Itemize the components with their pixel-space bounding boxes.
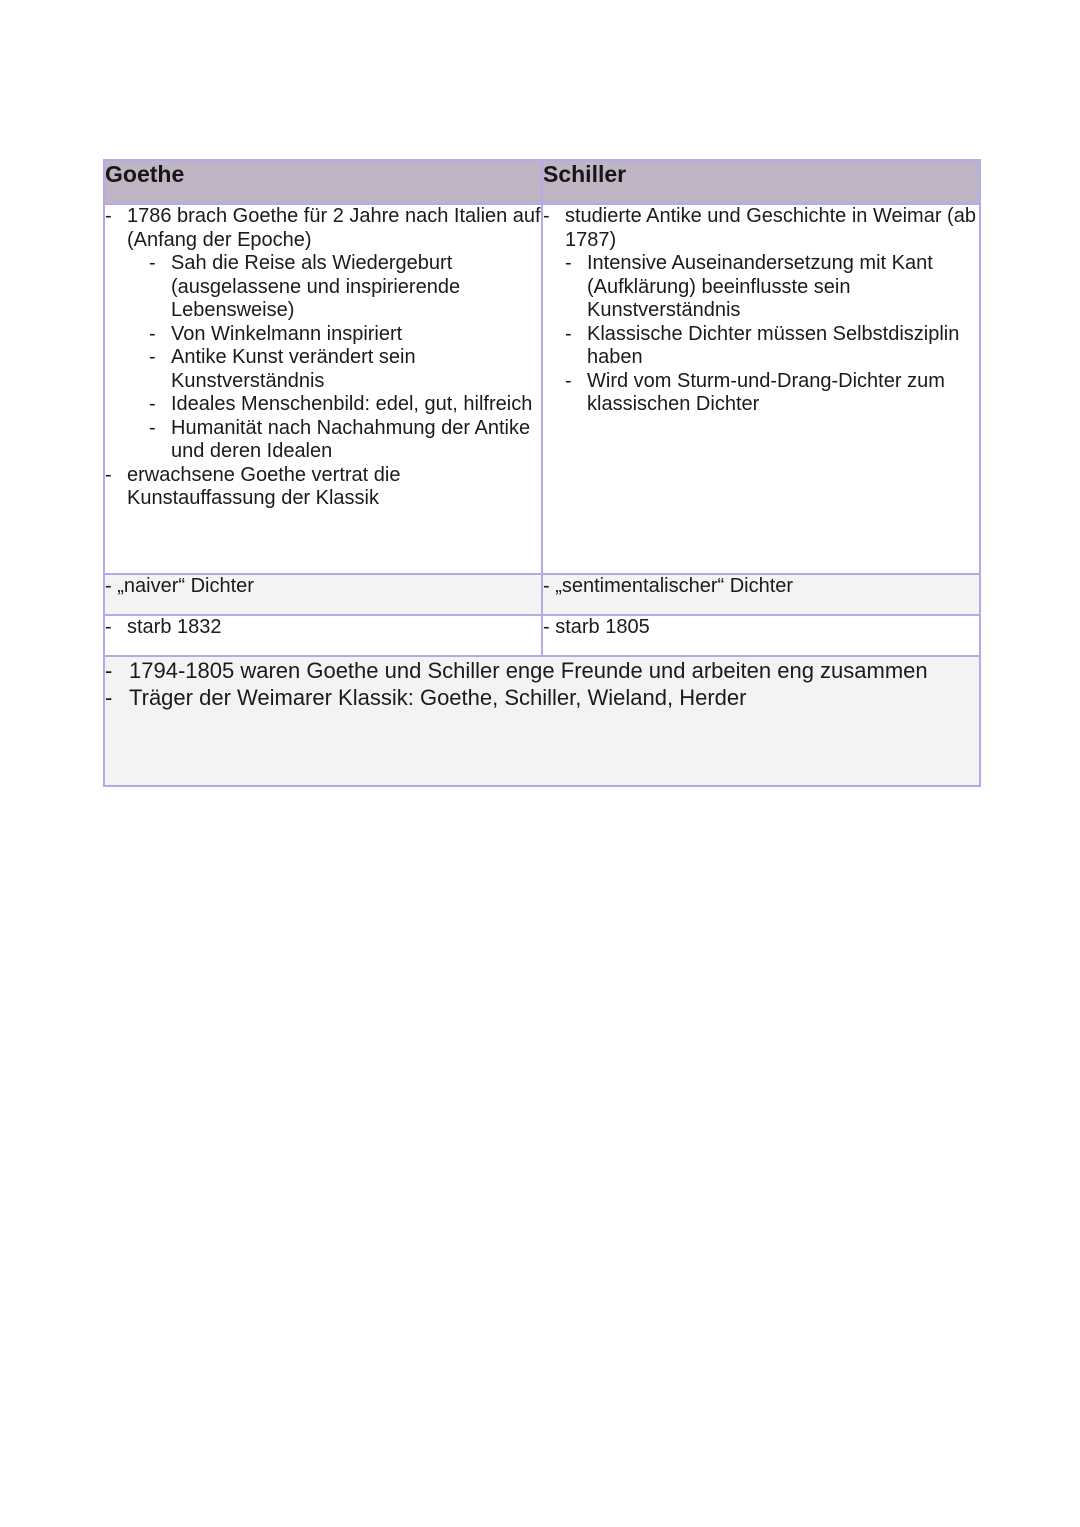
list-item: - Antike Kunst verändert sein Kunstverständnis: [149, 346, 541, 393]
footer-row: [104, 656, 980, 786]
list-item: - Träger der Weimarer Klassik: Goethe, Schiller, Wieland, Herder: [105, 684, 979, 711]
goethe-death-text: starb 1832: [127, 616, 222, 638]
header-row: [104, 160, 980, 204]
schiller-bullet-1: studierte Antike und Geschichte in Weimar (ab 1787): [565, 205, 976, 251]
goethe-poet-type: - „naiver“ Dichter: [104, 574, 542, 615]
schiller-cell: [542, 204, 980, 574]
list-item: - Wird vom Sturm-und-Drang-Dichter zum klassischen Dichter: [565, 370, 979, 417]
table-row: [104, 574, 980, 615]
goethe-death: [104, 615, 542, 656]
schiller-poet-type: - „sentimentalischer“ Dichter: [542, 574, 980, 615]
list-item: - Klassische Dichter müssen Selbstdisziplin haben: [565, 323, 979, 370]
goethe-bullet-1: 1786 brach Goethe für 2 Jahre nach Italien auf (Anfang der Epoche): [127, 205, 541, 251]
list-item: - Humanität nach Nachahmung der Antike und deren Idealen: [149, 417, 541, 464]
schiller-sublist: [565, 252, 979, 417]
goethe-list: [105, 205, 541, 511]
list-item: - Intensive Auseinandersetzung mit Kant (Aufklärung) beeinflusste sein Kunstverständnis: [565, 252, 979, 323]
goethe-cell: [104, 204, 542, 574]
footer-cell: [104, 656, 980, 786]
list-item: - Ideales Menschenbild: edel, gut, hilfreich: [149, 393, 541, 417]
table-row: [104, 615, 980, 656]
schiller-list: [543, 205, 979, 417]
schiller-death: - starb 1805: [542, 615, 980, 656]
footer-list: [105, 657, 979, 711]
comparison-table: [103, 159, 981, 787]
dash: -: [105, 616, 112, 638]
list-item: - Von Winkelmann inspiriert: [149, 323, 541, 347]
header-schiller: Schiller: [542, 160, 980, 204]
header-goethe: Goethe: [104, 160, 542, 204]
goethe-bullet-2: - erwachsene Goethe vertrat die Kunstauffassung der Klassik: [105, 464, 541, 511]
list-item: [105, 205, 541, 464]
list-item: - Sah die Reise als Wiedergeburt (ausgelassene und inspirierende Lebensweise): [149, 252, 541, 323]
list-item: [543, 205, 979, 417]
list-item: - 1794-1805 waren Goethe und Schiller enge Freunde und arbeiten eng zusammen: [105, 657, 979, 684]
goethe-sublist: [149, 252, 541, 464]
content-row: [104, 204, 980, 574]
